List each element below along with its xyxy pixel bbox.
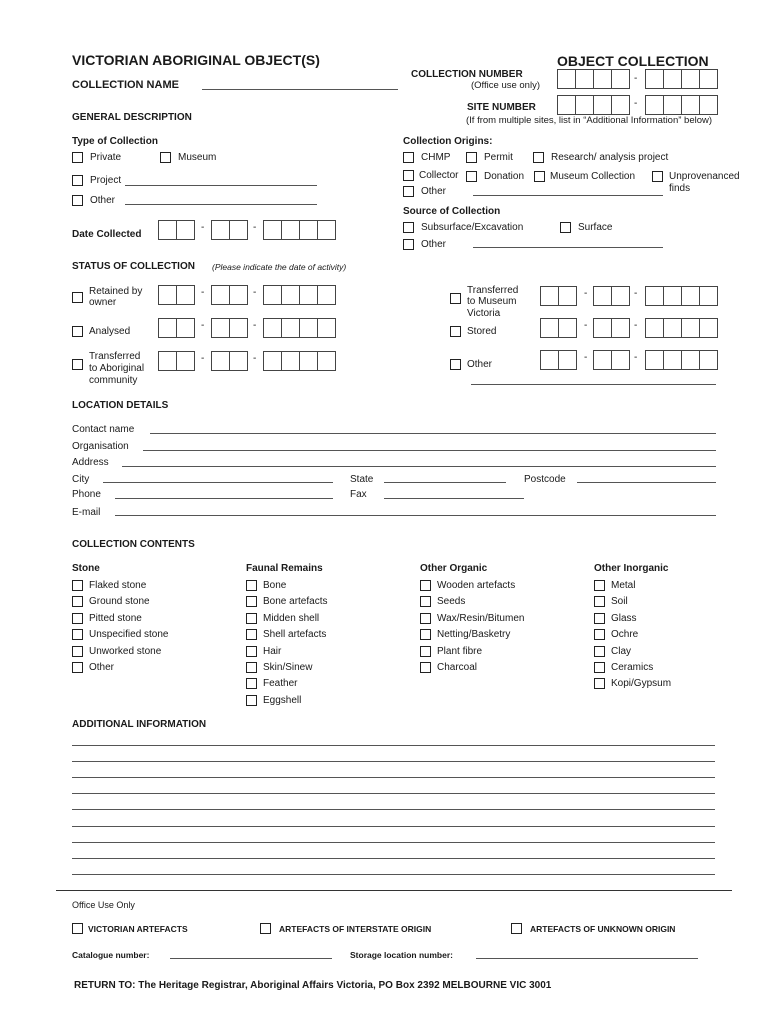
- contents-item-label: Plant fibre: [437, 645, 483, 657]
- contents-item-label: Flaked stone: [89, 580, 147, 591]
- contents-item-label: Ochre: [611, 629, 639, 641]
- retained-label-1: Retained by: [89, 286, 143, 297]
- contents-item-label: Kopi/Gypsum: [611, 678, 672, 690]
- status-other-field[interactable]: [471, 384, 716, 385]
- contents-item-checkbox[interactable]: [72, 662, 83, 673]
- contents-item-checkbox[interactable]: [594, 662, 605, 673]
- organisation-field[interactable]: [143, 450, 716, 451]
- contents-item-checkbox[interactable]: [246, 695, 257, 706]
- origin-other-field[interactable]: [473, 195, 663, 196]
- contents-item-checkbox[interactable]: [594, 596, 605, 607]
- collection-name-label: COLLECTION NAME: [72, 79, 179, 91]
- analysed-label: Analysed: [89, 326, 131, 337]
- site-number-note: (If from multiple sites, list in “Additional Information” below): [466, 115, 713, 126]
- city-field[interactable]: [103, 482, 333, 483]
- contents-item-label: Bone: [263, 580, 287, 591]
- contents-item-checkbox[interactable]: [420, 646, 431, 657]
- permit-checkbox[interactable]: [466, 152, 477, 163]
- museum-collection-label: Museum Collection: [550, 171, 636, 182]
- interstate-label: ARTEFACTS OF INTERSTATE ORIGIN: [279, 924, 432, 934]
- project-field[interactable]: [125, 185, 317, 186]
- contents-item-checkbox[interactable]: [420, 613, 431, 624]
- private-label: Private: [90, 152, 122, 163]
- contents-item-checkbox[interactable]: [246, 662, 257, 673]
- analysed-day[interactable]: [158, 318, 195, 338]
- status-other-year[interactable]: [645, 350, 718, 370]
- form-title: VICTORIAN ABORIGINAL OBJECT(S): [72, 52, 320, 68]
- contents-item-checkbox[interactable]: [246, 678, 257, 689]
- contents-item-label: Wax/Resin/Bitumen: [437, 612, 525, 624]
- contents-item-checkbox[interactable]: [420, 580, 431, 591]
- address-field[interactable]: [122, 466, 716, 467]
- date-collected-month[interactable]: [211, 220, 248, 240]
- contents-item-checkbox[interactable]: [72, 613, 83, 624]
- private-checkbox[interactable]: [72, 152, 83, 163]
- fax-label: Fax: [350, 489, 367, 500]
- contents-column-title: Faunal Remains: [246, 563, 323, 574]
- contents-item-checkbox[interactable]: [72, 646, 83, 657]
- contents-item-checkbox[interactable]: [594, 646, 605, 657]
- contents-item-checkbox[interactable]: [246, 646, 257, 657]
- contents-item-checkbox[interactable]: [246, 613, 257, 624]
- collection-number-note: (Office use only): [471, 80, 540, 91]
- date-collected-year[interactable]: [263, 220, 336, 240]
- collection-number-boxes-b[interactable]: [645, 69, 718, 89]
- contents-item-label: Unspecified stone: [89, 629, 169, 641]
- unknown-origin-label: ARTEFACTS OF UNKNOWN ORIGIN: [530, 924, 676, 934]
- status-heading: STATUS OF COLLECTION: [72, 261, 195, 272]
- stored-month[interactable]: [593, 318, 630, 338]
- type-other-checkbox[interactable]: [72, 195, 83, 206]
- transferred-aboriginal-label-2: to Aboriginal: [89, 363, 145, 374]
- collection-origins-heading: Collection Origins:: [403, 136, 493, 147]
- retained-year[interactable]: [263, 285, 336, 305]
- status-other-label: Other: [467, 359, 493, 370]
- contents-column-title: Other Organic: [420, 563, 488, 574]
- contact-name-label: Contact name: [72, 424, 135, 435]
- type-other-label: Other: [90, 195, 116, 206]
- collector-label: Collector: [419, 170, 459, 181]
- contents-item-label: Hair: [263, 645, 282, 657]
- interstate-checkbox[interactable]: [260, 923, 271, 934]
- subsurface-label: Subsurface/Excavation: [421, 222, 524, 233]
- contents-item-label: Other: [89, 662, 115, 673]
- donation-label: Donation: [484, 171, 525, 182]
- donation-checkbox[interactable]: [466, 171, 477, 182]
- museum-checkbox[interactable]: [160, 152, 171, 163]
- source-other-checkbox[interactable]: [403, 239, 414, 250]
- transferred-aboriginal-year[interactable]: [263, 351, 336, 371]
- return-address: RETURN TO: The Heritage Registrar, Aboriginal Affairs Victoria, PO Box 2392 MELBOURNE VIC 3001: [74, 980, 552, 991]
- project-checkbox[interactable]: [72, 175, 83, 186]
- type-other-field[interactable]: [125, 204, 317, 205]
- storage-label: Storage location number:: [350, 950, 453, 960]
- origin-other-label: Other: [421, 186, 447, 197]
- additional-line-9[interactable]: [72, 874, 715, 875]
- email-label: E-mail: [72, 507, 101, 518]
- additional-line-8[interactable]: [72, 858, 715, 859]
- contents-item-checkbox[interactable]: [420, 629, 431, 640]
- location-heading: LOCATION DETAILS: [72, 400, 169, 411]
- analysed-checkbox[interactable]: [72, 326, 83, 337]
- analysed-month[interactable]: [211, 318, 248, 338]
- retained-checkbox[interactable]: [72, 292, 83, 303]
- source-other-field[interactable]: [473, 247, 663, 248]
- contents-item-checkbox[interactable]: [420, 596, 431, 607]
- transferred-aboriginal-label-3: community: [89, 375, 138, 386]
- additional-line-1[interactable]: [72, 745, 715, 746]
- contents-item-checkbox[interactable]: [246, 580, 257, 591]
- chmp-checkbox[interactable]: [403, 152, 414, 163]
- catalogue-label: Catalogue number:: [72, 950, 150, 960]
- transferred-museum-checkbox[interactable]: [450, 293, 461, 304]
- museum-collection-checkbox[interactable]: [534, 171, 545, 182]
- phone-field[interactable]: [115, 498, 333, 499]
- site-number-label: SITE NUMBER: [467, 102, 536, 113]
- stored-year[interactable]: [645, 318, 718, 338]
- contents-item-label: Feather: [263, 678, 298, 690]
- contents-item-checkbox[interactable]: [72, 596, 83, 607]
- unprovenanced-finds-label: finds: [669, 183, 691, 194]
- contents-item-label: Seeds: [437, 596, 466, 608]
- subsurface-checkbox[interactable]: [403, 222, 414, 233]
- contents-item-label: Metal: [611, 580, 636, 591]
- state-field[interactable]: [384, 482, 506, 483]
- collection-number-label: COLLECTION NUMBER: [411, 69, 523, 80]
- contents-item-checkbox[interactable]: [246, 596, 257, 607]
- stored-label: Stored: [467, 326, 497, 337]
- source-other-label: Other: [421, 239, 447, 250]
- transferred-aboriginal-checkbox[interactable]: [72, 359, 83, 370]
- project-label: Project: [90, 175, 122, 186]
- contents-item-label: Ground stone: [89, 596, 150, 608]
- research-label: Research/ analysis project: [551, 152, 669, 163]
- additional-heading: ADDITIONAL INFORMATION: [72, 719, 207, 730]
- contents-item-checkbox[interactable]: [72, 629, 83, 640]
- contents-item-label: Soil: [611, 596, 628, 608]
- additional-line-7[interactable]: [72, 842, 715, 843]
- contents-item-label: Clay: [611, 645, 632, 657]
- stored-checkbox[interactable]: [450, 326, 461, 337]
- contents-item-checkbox[interactable]: [72, 580, 83, 591]
- unprovenanced-checkbox[interactable]: [652, 171, 663, 182]
- chmp-label: CHMP: [421, 152, 451, 163]
- state-label: State: [350, 474, 374, 485]
- fax-field[interactable]: [384, 498, 524, 499]
- transferred-aboriginal-month[interactable]: [211, 351, 248, 371]
- surface-checkbox[interactable]: [560, 222, 571, 233]
- contents-item-label: Wooden artefacts: [437, 580, 516, 591]
- origin-other-checkbox[interactable]: [403, 186, 414, 197]
- transferred-museum-label-3: Victoria: [467, 308, 501, 319]
- transferred-museum-label-2: to Museum: [467, 296, 517, 307]
- additional-line-4[interactable]: [72, 793, 715, 794]
- victorian-artefacts-checkbox[interactable]: [72, 923, 83, 934]
- contents-item-checkbox[interactable]: [246, 629, 257, 640]
- contents-item-checkbox[interactable]: [594, 629, 605, 640]
- transferred-aboriginal-day[interactable]: [158, 351, 195, 371]
- contact-name-field[interactable]: [150, 433, 716, 434]
- victorian-artefacts-label: VICTORIAN ARTEFACTS: [88, 924, 188, 934]
- transferred-museum-label-1: Transferred: [467, 285, 519, 296]
- status-other-month[interactable]: [593, 350, 630, 370]
- contents-item-label: Eggshell: [263, 694, 302, 706]
- contents-item-checkbox[interactable]: [420, 662, 431, 673]
- transferred-aboriginal-label-1: Transferred: [89, 351, 141, 362]
- surface-label: Surface: [578, 222, 613, 233]
- site-number-boxes-a[interactable]: [557, 95, 630, 115]
- collection-number-boxes-a[interactable]: [557, 69, 630, 89]
- permit-label: Permit: [484, 152, 513, 163]
- collection-name-field[interactable]: [202, 89, 398, 90]
- transferred-museum-day[interactable]: [540, 286, 577, 306]
- analysed-year[interactable]: [263, 318, 336, 338]
- phone-label: Phone: [72, 489, 101, 500]
- contents-item-checkbox[interactable]: [594, 580, 605, 591]
- contents-item-label: Shell artefacts: [263, 629, 327, 641]
- museum-label: Museum: [178, 152, 217, 163]
- office-use-label: Office Use Only: [72, 900, 135, 910]
- status-other-checkbox[interactable]: [450, 359, 461, 370]
- contents-item-label: Bone artefacts: [263, 596, 328, 608]
- object-collection-title: OBJECT COLLECTION: [557, 53, 709, 69]
- city-label: City: [72, 474, 90, 485]
- address-label: Address: [72, 457, 109, 468]
- contents-column-title: Stone: [72, 563, 100, 574]
- additional-line-5[interactable]: [72, 809, 715, 810]
- retained-label-2: owner: [89, 297, 117, 308]
- transferred-museum-month[interactable]: [593, 286, 630, 306]
- contents-item-checkbox[interactable]: [594, 678, 605, 689]
- office-divider: [56, 890, 732, 891]
- contents-item-checkbox[interactable]: [594, 613, 605, 624]
- additional-line-3[interactable]: [72, 777, 715, 778]
- contents-item-label: Skin/Sinew: [263, 662, 313, 673]
- source-heading: Source of Collection: [403, 206, 501, 217]
- storage-field[interactable]: [476, 958, 698, 959]
- stored-day[interactable]: [540, 318, 577, 338]
- contents-item-label: Midden shell: [263, 612, 320, 624]
- contents-item-label: Ceramics: [611, 662, 654, 673]
- site-number-boxes-b[interactable]: [645, 95, 718, 115]
- postcode-label: Postcode: [524, 474, 566, 485]
- postcode-field[interactable]: [577, 482, 716, 483]
- contents-item-label: Netting/Basketry: [437, 629, 511, 641]
- date-collected-day[interactable]: [158, 220, 195, 240]
- transferred-museum-year[interactable]: [645, 286, 718, 306]
- type-of-collection-heading: Type of Collection: [72, 136, 158, 147]
- contents-item-label: Pitted stone: [89, 612, 142, 624]
- status-other-day[interactable]: [540, 350, 577, 370]
- email-field[interactable]: [115, 515, 716, 516]
- additional-line-2[interactable]: [72, 761, 715, 762]
- additional-line-6[interactable]: [72, 826, 715, 827]
- contents-column-title: Other Inorganic: [594, 563, 669, 574]
- collector-checkbox[interactable]: [403, 170, 414, 181]
- unprovenanced-label: Unprovenanced: [669, 171, 740, 182]
- date-collected-label: Date Collected: [72, 229, 142, 240]
- catalogue-field[interactable]: [170, 958, 332, 959]
- contents-item-label: Unworked stone: [89, 645, 162, 657]
- research-checkbox[interactable]: [533, 152, 544, 163]
- contents-item-label: Charcoal: [437, 662, 478, 673]
- contents-heading: COLLECTION CONTENTS: [72, 539, 195, 550]
- organisation-label: Organisation: [72, 441, 129, 452]
- unknown-origin-checkbox[interactable]: [511, 923, 522, 934]
- retained-month[interactable]: [211, 285, 248, 305]
- general-description-heading: GENERAL DESCRIPTION: [72, 112, 192, 123]
- retained-day[interactable]: [158, 285, 195, 305]
- contents-item-label: Glass: [611, 612, 637, 624]
- status-note: (Please indicate the date of activity): [212, 262, 347, 272]
